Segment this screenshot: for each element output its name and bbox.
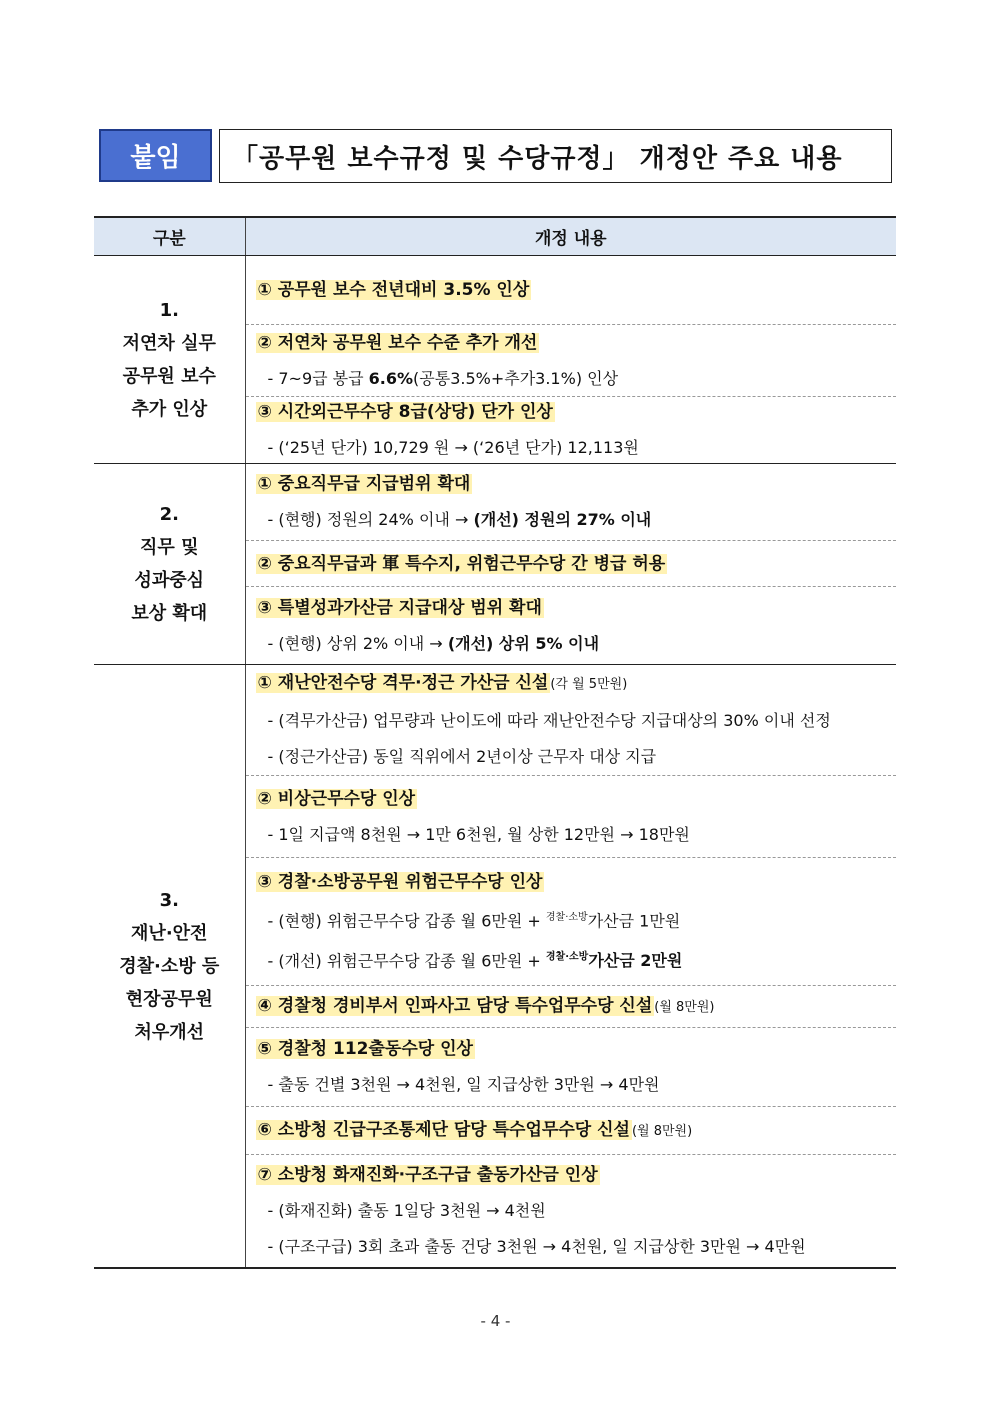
item-heading: ⑦ 소방청 화재진화·구조구급 출동가산금 인상: [257, 1165, 598, 1185]
item-note: (각 월 5만원): [550, 677, 628, 692]
section-row-3: [94, 665, 896, 1269]
category-line: 보상 확대: [131, 603, 208, 624]
item-2-2: [246, 541, 897, 587]
category-line: 경찰·소방 등: [119, 955, 220, 977]
item-detail-current: - (현행) 위험근무수당 갑종 월 6만원 + $^{경찰\cdot 소방}$가산금 1만원: [267, 911, 681, 931]
item-detail: - (현행) 상위 2% 이내 → (개선) 상위 5% 이내: [267, 633, 600, 653]
item-2-3: [246, 587, 897, 664]
header-content: 개정 내용: [245, 217, 896, 256]
item-heading: ⑥ 소방청 긴급구조통제단 담당 특수업무수당 신설 (월 8만원): [257, 1119, 693, 1140]
section-row-2: [94, 464, 896, 665]
item-heading: ② 비상근무수당 인상: [257, 788, 416, 809]
category-line: 추가 인상: [131, 398, 208, 420]
section-row-1: [94, 256, 896, 464]
item-heading: ② 저연차 공무원 보수 수준 추가 개선: [257, 332, 538, 353]
header-category: 구분: [94, 217, 245, 256]
page-number: - 4 -: [480, 1312, 511, 1330]
item-note: (월 8만원): [631, 1123, 693, 1139]
category-line: 저연차 실무: [122, 332, 216, 354]
category-line: 처우개선: [134, 1021, 205, 1043]
item-3-5: [246, 1028, 897, 1107]
item-1-1: [246, 256, 897, 325]
item-2-1: [246, 464, 897, 541]
section-1-category: [94, 256, 245, 464]
item-detail: - (정근가산금) 동일 직위에서 2년이상 근무자 대상 지급: [267, 747, 657, 766]
item-heading: ④ 경찰청 경비부서 인파사고 담당 특수업무수당 신설 (월 8만원): [257, 995, 715, 1016]
item-3-6: [246, 1107, 897, 1155]
item-heading: ③ 경찰·소방공무원 위험근무수당 인상: [257, 872, 543, 893]
section-3-category: [94, 665, 245, 1269]
item-heading: ① 재난안전수당 격무·정근 가산금 신설 (각 월 5만원): [257, 673, 628, 693]
section-1-content: [245, 256, 896, 464]
table-header-row: [94, 217, 896, 256]
document-title: [219, 129, 892, 183]
category-line: 현장공무원: [125, 988, 213, 1010]
item-heading: ② 중요직무급과 軍 특수지, 위험근무수당 간 병급 허용: [257, 553, 666, 574]
section-number: 1.: [159, 299, 179, 321]
category-line: 직무 및: [140, 537, 199, 558]
item-detail: - (구조구급) 3회 초과 출동 건당 3천원 → 4천원, 일 지급상한 3만원 → 4만원: [267, 1237, 806, 1256]
section-number: 2.: [159, 504, 179, 525]
item-detail: - (현행) 정원의 24% 이내 → (개선) 정원의 27% 이내: [267, 510, 652, 529]
item-1-3: [246, 397, 897, 463]
section-2-content: [245, 464, 896, 665]
item-heading: ① 중요직무급 지급범위 확대: [257, 474, 471, 494]
item-detail: - (격무가산금) 업무량과 난이도에 따라 재난안전수당 지급대상의 30% 이내 선정: [267, 711, 831, 730]
item-heading: ③ 특별성과가산금 지급대상 범위 확대: [257, 597, 542, 618]
section-3-content: [245, 665, 896, 1269]
item-detail: - 7~9급 봉급 6.6%(공통3.5%+추가3.1%) 인상: [267, 368, 619, 388]
section-2-category: [94, 464, 245, 665]
item-3-7: [246, 1155, 897, 1267]
category-line: 재난·안전: [131, 922, 208, 944]
item-note: (월 8만원): [654, 999, 715, 1015]
item-detail-improved: - (개선) 위험근무수당 갑종 월 6만원 + $^{경찰\cdot 소방}$가산금 2만원: [267, 950, 683, 970]
item-3-1: [246, 665, 897, 776]
item-3-2: [246, 776, 897, 858]
category-line: 공무원 보수: [122, 365, 216, 387]
item-1-2: [246, 325, 897, 397]
item-heading: ③ 시간외근무수당 8급(상당) 단가 인상: [257, 402, 553, 422]
item-detail: - 출동 건별 3천원 → 4천원, 일 지급상한 3만원 → 4만원: [267, 1075, 660, 1094]
item-3-4: [246, 986, 897, 1028]
category-line: 성과중심: [134, 570, 205, 591]
section-number: 3.: [159, 889, 179, 911]
item-detail: - 1일 지급액 8천원 → 1만 6천원, 월 상한 12만원 → 18만원: [267, 824, 690, 844]
revision-table: [94, 216, 896, 1269]
item-detail: - (화재진화) 출동 1일당 3천원 → 4천원: [267, 1201, 546, 1220]
item-heading: ① 공무원 보수 전년대비 3.5% 인상: [257, 280, 530, 300]
item-detail: - (‘25년 단가) 10,729 원 → (‘26년 단가) 12,113원: [267, 438, 639, 457]
item-heading: ⑤ 경찰청 112출동수당 인상: [257, 1039, 473, 1059]
document-title-text: 「공무원 보수규정 및 수당규정」 개정안 주요 내용: [232, 143, 843, 174]
attachment-badge: 붙임: [99, 129, 212, 182]
item-3-3: [246, 858, 897, 986]
